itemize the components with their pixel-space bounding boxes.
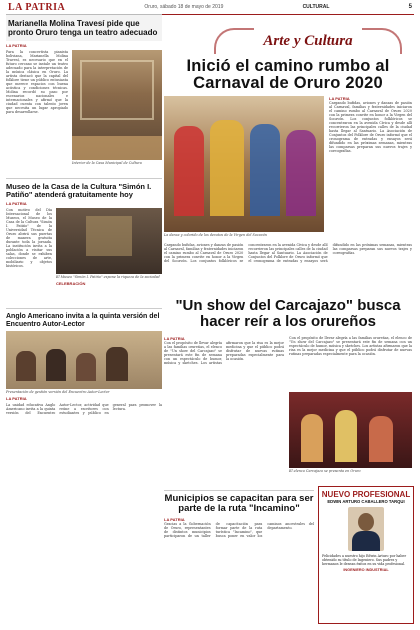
performer-shape <box>301 414 323 462</box>
person-shape <box>76 353 96 381</box>
main-text-col1: Cargando bufidas, aviones y danzas de pasión al Carnaval, familias y fraternidades iniciaron el camino rumbo al Carnaval de Oruro 2020 con la primera convite en honor a la Virgen del Socavón. Los conjuntos folklóricos se concentraron en la avenida Cívica y desde allí recorrieron las principales calles de la ciudad hasta llegar al Santuario. La Asociación de Conjuntos del Folklore de Oruro informó que el cronograma de entradas y ensayos será difundido en las próximas semanas, mientras las comparsas preparan sus nuevos trajes y coreografías. <box>329 101 412 153</box>
article3-title: Anglo Americano invita a la quinta versión del Encuentro Autor-Lector <box>6 313 160 328</box>
section-banner <box>214 24 402 58</box>
main-title: Inició el camino rumbo al Carnaval de Oruro 2020 <box>186 57 390 92</box>
head-shape <box>358 513 374 531</box>
dancer-shape <box>210 120 244 216</box>
article3-text: La unidad educativa Anglo Americano invita a la quinta versión del Encuentro Autor-Lector, actividad que reúne a escritores con estudiantes y público en general para promover la lectura. <box>6 403 162 415</box>
divider <box>6 178 162 179</box>
article2-text: Con motivo del Día Internacional de los Museos, el Museo de la Casa de la Cultura "Simón I. Patiño" de la Universidad Técnica de Oruro abrirá sus puertas de manera gratuita durante toda la jornada. La institución invita a la población a visitar sus salas, donde se exhiben colecciones de arte, mobiliario y objetos históricos. <box>6 208 52 268</box>
feature-title: "Un show del Carcajazo" busca hacer reír a los orureños <box>175 297 401 330</box>
article1-text: Para la concertista pianista boliviana, Marianella Molina Travesí, es necesario que en el futuro cercano se instale un teatro adecuado para la interpretación de la música clásica en Oruro. La artista destacó que la capital del folklore tiene un público entusiasta que merece espacios con buena acústica y condiciones técnicas. Molina recordó su paso por escenarios nacionales e internacionales y afirmó que la ciudad cuenta con talento joven que necesita un lugar apropiado para desarrollarse. <box>6 50 68 114</box>
municipios-title: Municipios se capacitan para ser parte de la ruta "Incamino" <box>164 493 314 514</box>
section-banner-title: Arte y Cultura <box>263 32 353 49</box>
photo2-caption: El Museo "Simón I. Patiño" expone la riqueza de la sociedad <box>56 275 160 279</box>
main-photo <box>164 96 324 232</box>
main-byline: LA PATRIA <box>329 96 350 101</box>
hall-floor-shape <box>72 136 162 160</box>
article2-title: Museo de la Casa de la Cultura "Simón I. Patiño" atenderá gratuitamente hoy <box>6 182 152 199</box>
photo3-caption: Presentación de gestión versión del Encuentro Autor-Lector <box>6 390 110 394</box>
dancer-shape <box>174 126 204 216</box>
suit-shape <box>352 531 380 551</box>
banner-ornament-left <box>214 28 254 54</box>
article2-photo <box>56 208 162 274</box>
professional-ad <box>318 486 414 624</box>
page-number: 5 <box>408 4 412 10</box>
ad-contact: INGENIERO INDUSTRIAL <box>343 568 389 572</box>
main-text-cols: Cargando bufidas, aviones y danzas de pasión al Carnaval, familias y fraternidades iniciaron el camino rumbo al Carnaval de Oruro 2020 con la primera convite en honor a la Virgen del Socavón. Los conjuntos folklóricos se concentraron en la avenida Cívica y desde allí recorrieron las principales calles de la ciudad hasta llegar al Santuario. La Asociación de Conjuntos del Folklore de Oruro informó que el cronograma de entradas y ensayos será difundido en las próximas semanas, mientras las comparsas preparan sus nuevos trajes y coreografías. <box>164 243 412 263</box>
performer-shape <box>369 416 393 462</box>
photo1-caption: Interior de la Casa Municipal de Cultura <box>72 161 142 165</box>
divider <box>6 308 162 309</box>
hall-arch-shape <box>80 60 154 120</box>
feature-photo <box>289 392 412 468</box>
celebracion-head: CELEBRACIÓN <box>56 281 86 286</box>
person-shape <box>46 349 66 381</box>
top-bar <box>0 0 420 14</box>
banner-ornament-right <box>362 28 402 54</box>
masthead: LA PATRIA <box>8 1 66 13</box>
ad-text: Felicidades a nuestro hijo Edwin Arturo por haber obtenido su título de Ingeniero. Sus padres y hermanos le desean éxitos en su vida profesional. <box>322 554 407 566</box>
ad-title: NUEVO PROFESIONAL <box>321 490 411 499</box>
date-line: Oruro, sábado 18 de mayo de 2019 <box>144 4 224 10</box>
main-photo-caption: La danza y colorido de los devotos de la Virgen del Socavón <box>164 233 267 237</box>
main-article <box>164 58 412 313</box>
article1-photo <box>72 50 162 160</box>
museum-room-shape <box>86 216 132 256</box>
feature-photo-caption: El elenco Carcajazo se presenta en Oruro <box>289 469 361 473</box>
municipios-byline: LA PATRIA <box>164 517 185 522</box>
section-tag: CULTURAL <box>302 4 330 10</box>
performer-shape <box>335 410 357 462</box>
feature-byline: LA PATRIA <box>164 336 185 341</box>
divider <box>164 490 314 491</box>
article3-byline: LA PATRIA <box>6 396 27 401</box>
dancer-shape <box>286 130 316 216</box>
graduate-photo <box>348 507 384 551</box>
dancer-shape <box>250 124 280 216</box>
feature-text: Con el propósito de llevar alegría a las familias orureñas, el elenco de "Un show del Carcajazo" se presentará este fin de semana con un espectáculo de humor, música y sketches. Los artistas afirmaron que la risa es la mejor medicina y que el público podrá disfrutar de nuevas rutinas preparadas especialmente para la ocasión. <box>164 341 284 365</box>
article2-byline: LA PATRIA <box>6 201 27 206</box>
person-shape <box>106 347 128 381</box>
feature-text-right: Con el propósito de llevar alegría a las familias orureñas, el elenco de "Un show del Carcajazo" se presentará este fin de semana con un espectáculo de humor, música y sketches. Los artistas afirmaron que la risa es la mejor medicina y que el público podrá disfrutar de nuevas rutinas preparadas especialmente para la ocasión. <box>289 336 412 356</box>
person-shape <box>16 351 36 381</box>
article3-photo <box>6 331 162 389</box>
municipios-text: Gracias a la Gobernación de Oruro, representantes de distintos municipios participaron de un taller de capacitación para formar parte de la ruta turística "Incamino", que busca poner en valor los caminos ancestrales del departamento. <box>164 522 314 538</box>
municipios-article <box>164 490 314 626</box>
feature-article <box>164 336 412 481</box>
article1-byline: LA PATRIA <box>6 43 27 48</box>
article1-title: Marianella Molina Travesí pide que pronto Oruro tenga un teatro adecuado <box>6 14 162 41</box>
left-column <box>6 14 162 513</box>
ad-name: EDWIN ARTURO CABALLERO TARQUI <box>327 499 405 504</box>
